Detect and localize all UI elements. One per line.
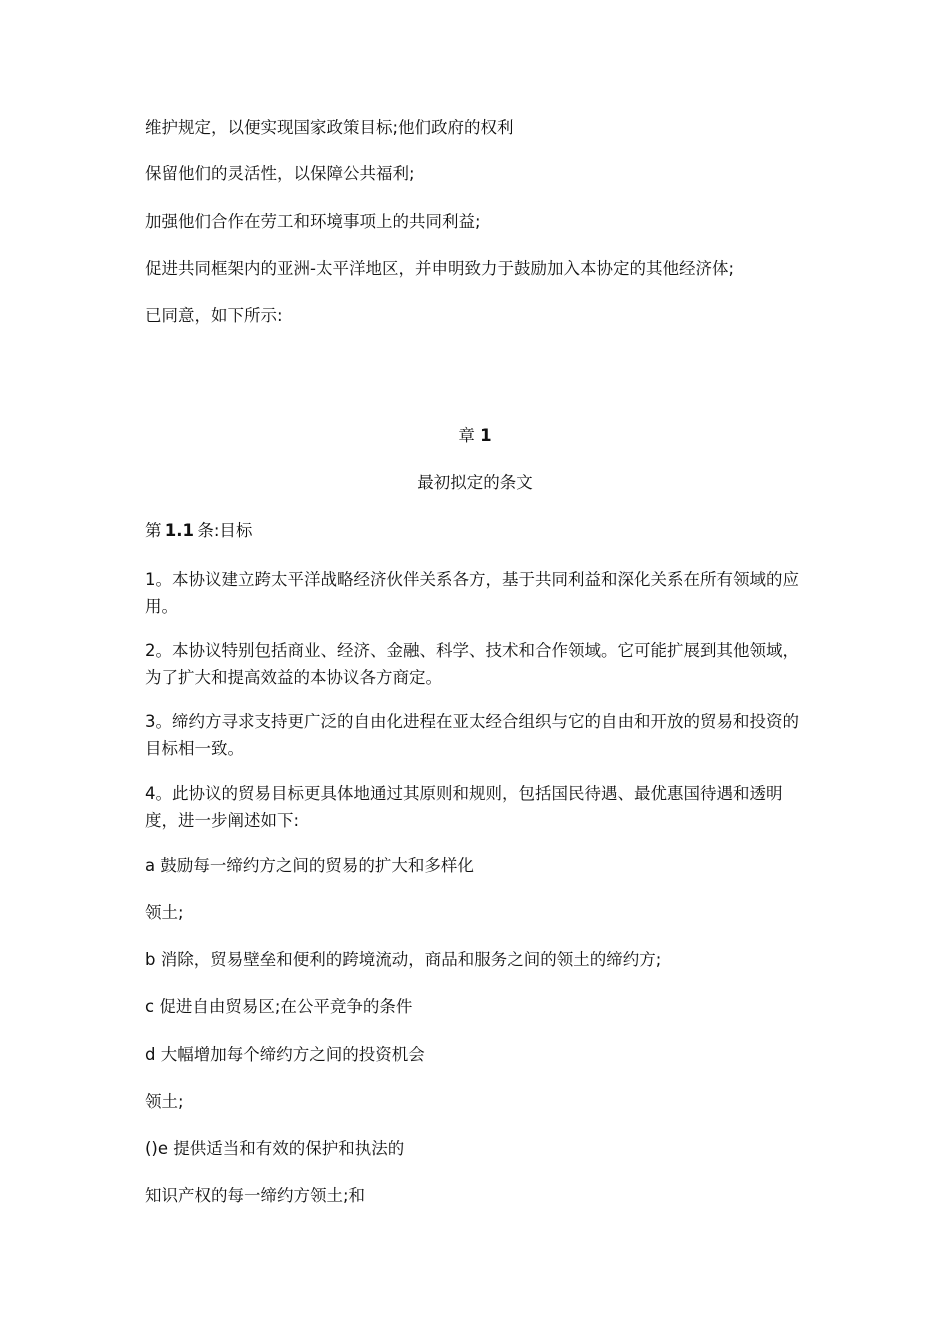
list-item-d: d 大幅增加每个缔约方之间的投资机会	[145, 1045, 425, 1064]
clause-1: 1。本协议建立跨太平洋战略经济伙伴关系各方，基于共同利益和深化关系在所有领域的应用。	[145, 570, 799, 616]
clause-3: 3。缔约方寻求支持更广泛的自由化进程在亚太经合组织与它的自由和开放的贸易和投资的目标相一致。	[145, 712, 799, 758]
clause-4: 4。此协议的贸易目标更具体地通过其原则和规则，包括国民待遇、最优惠国待遇和透明度，进一步阐述如下:	[145, 784, 783, 830]
chapter-number: 1	[480, 426, 492, 445]
preamble-paragraph-3: 加强他们合作在劳工和环境事项上的共同利益;	[145, 212, 481, 231]
article-prefix: 第	[145, 521, 162, 540]
chapter-heading	[0, 422, 950, 449]
list-item-a-continued: 领土;	[145, 903, 184, 922]
article-heading	[145, 517, 810, 544]
preamble-paragraph-4: 促进共同框架内的亚洲-太平洋地区，并申明致力于鼓励加入本协定的其他经济体;	[145, 259, 735, 278]
clause-2: 2。本协议特别包括商业、经济、金融、科学、技术和合作领域。它可能扩展到其他领域，为了扩大和提高效益的本协议各方商定。	[145, 641, 799, 687]
list-item-e: ()e 提供适当和有效的保护和执法的	[145, 1139, 405, 1158]
list-item-b: b 消除，贸易壁垒和便利的跨境流动，商品和服务之间的领土的缔约方;	[145, 950, 662, 969]
preamble-paragraph-5: 已同意，如下所示:	[145, 306, 283, 325]
preamble-paragraph-2: 保留他们的灵活性，以保障公共福利;	[145, 164, 415, 183]
chapter-title: 最初拟定的条文	[417, 473, 533, 492]
list-item-a: a 鼓励每一缔约方之间的贸易的扩大和多样化	[145, 856, 474, 875]
chapter-label: 章	[458, 426, 475, 445]
list-item-d-continued: 领土;	[145, 1092, 184, 1111]
article-suffix: 条:	[197, 521, 220, 540]
article-name: 目标	[219, 521, 253, 540]
list-item-e-continued: 知识产权的每一缔约方领土;和	[145, 1186, 366, 1205]
article-number: 1.1	[164, 521, 195, 540]
list-item-c: c 促进自由贸易区;在公平竞争的条件	[145, 997, 413, 1016]
preamble-paragraph-1: 维护规定，以便实现国家政策目标;他们政府的权利	[145, 118, 514, 137]
